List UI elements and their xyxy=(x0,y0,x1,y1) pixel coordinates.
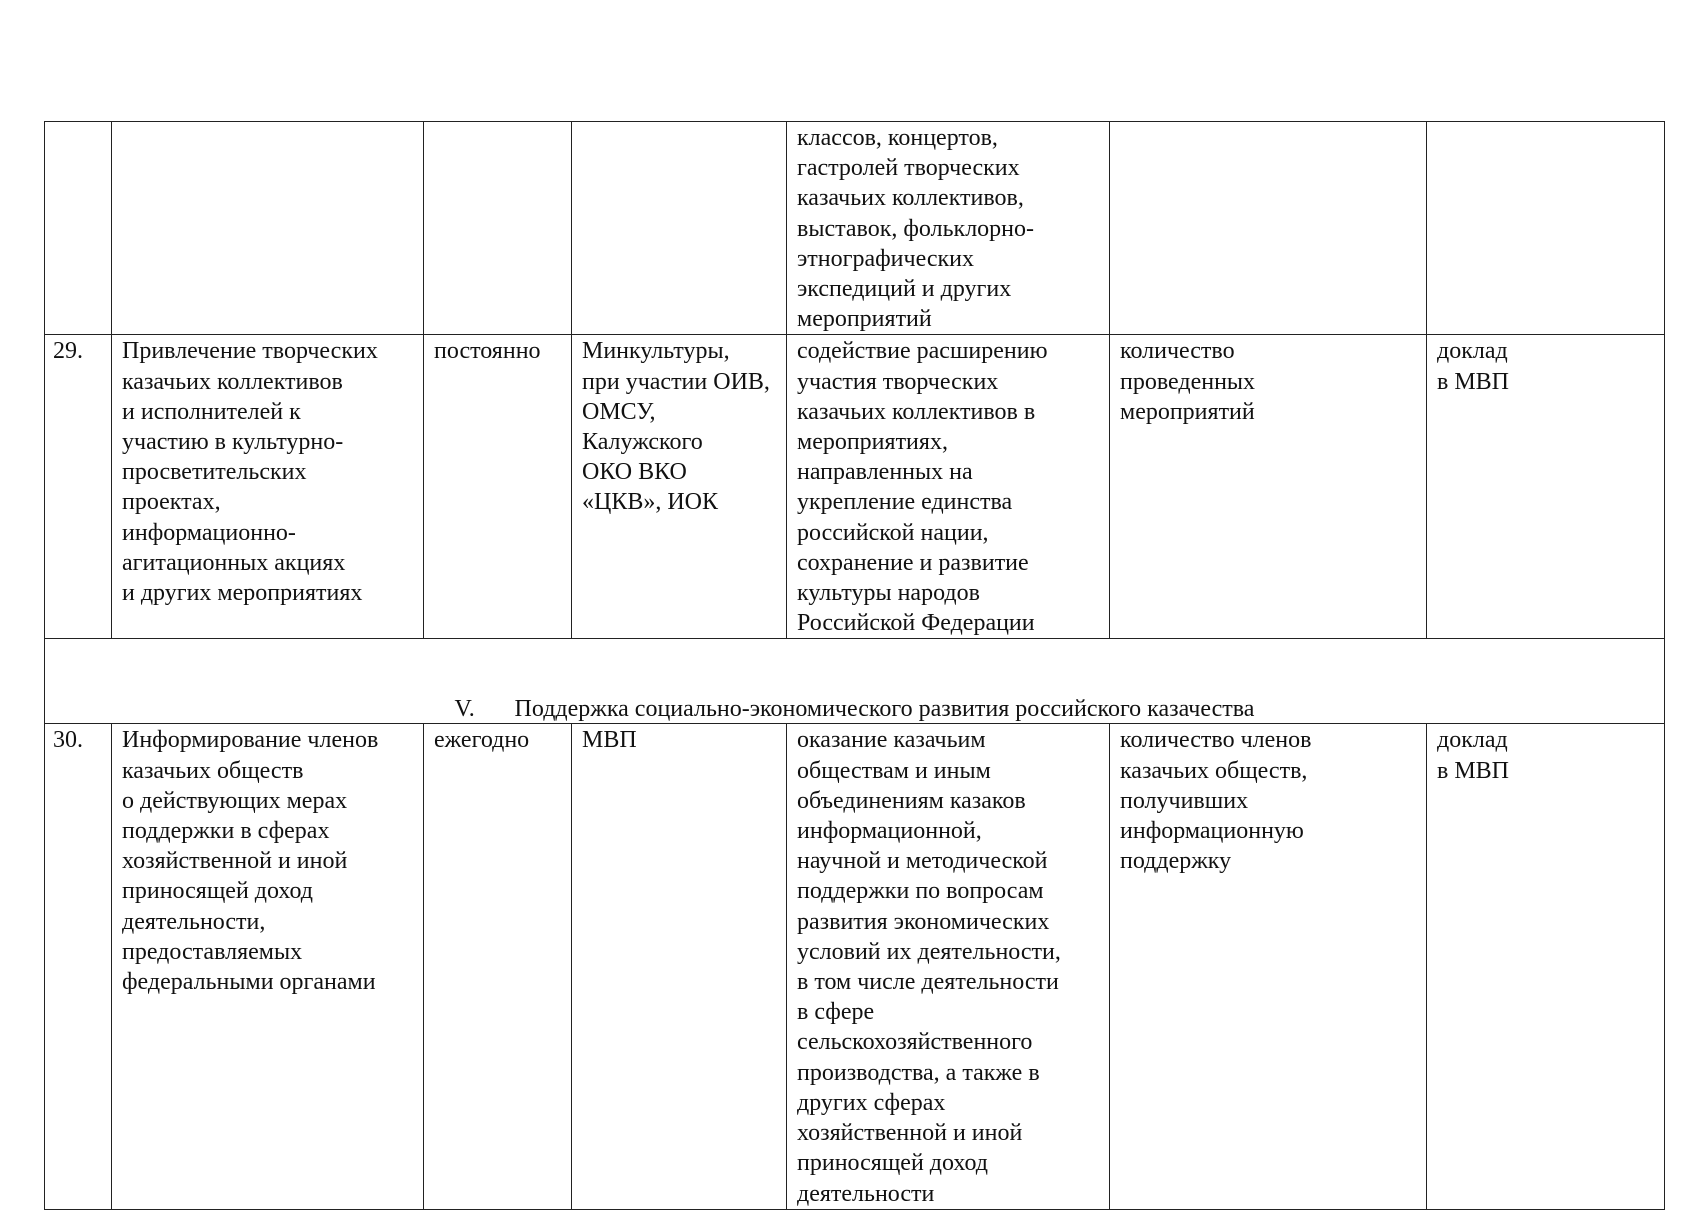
report-cell: доклад в МВП xyxy=(1427,335,1665,639)
section-heading-row xyxy=(45,639,1665,724)
indicator-cell xyxy=(1110,122,1427,335)
term-cell: постоянно xyxy=(424,335,572,639)
row-number-cell: 29. xyxy=(45,335,112,639)
report-cell: доклад в МВП xyxy=(1427,724,1665,1209)
indicator-cell: количество проведенных мероприятий xyxy=(1110,335,1427,639)
executor-cell xyxy=(572,122,787,335)
table-row-30 xyxy=(45,724,1665,1209)
result-cell: оказание казачьим обществам и иным объединениям казаков информационной, научной и методической поддержки по вопросам развития экономических условий их деятельности, в том числе деятельности в сфере сельскохозяйственного производства, а также в других сферах хозяйственной и иной приносящей доход деятельности xyxy=(787,724,1110,1209)
measure-name-cell: Информирование членов казачьих обществ о действующих мерах поддержки в сферах хозяйственной и иной приносящей доход деятельности, предоставляемых федеральными органами xyxy=(112,724,424,1209)
measures-table xyxy=(44,121,1665,1210)
indicator-cell: количество членов казачьих обществ, получивших информационную поддержку xyxy=(1110,724,1427,1209)
result-cell: содействие расширению участия творческих казачьих коллективов в мероприятиях, направленных на укрепление единства российской нации, сохранение и развитие культуры народов Российской Федерации xyxy=(787,335,1110,639)
executor-cell: МВП xyxy=(572,724,787,1209)
section-title: Поддержка социально-экономического развития российского казачества xyxy=(514,696,1255,723)
term-cell xyxy=(424,122,572,335)
term-cell: ежегодно xyxy=(424,724,572,1209)
section-number: V. xyxy=(454,696,475,723)
result-cell: классов, концертов, гастролей творческих казачьих коллективов, выставок, фольклорно- этнографических экспедиций и других мероприятий xyxy=(787,122,1110,335)
row-number-cell: 30. xyxy=(45,724,112,1209)
report-cell xyxy=(1427,122,1665,335)
section-heading-cell xyxy=(45,639,1665,724)
section-heading xyxy=(455,667,1255,723)
table-row-29 xyxy=(45,335,1665,639)
row-number-cell xyxy=(45,122,112,335)
table-row-continuation xyxy=(45,122,1665,335)
measure-name-cell: Привлечение творческих казачьих коллективов и исполнителей к участию в культурно- просветительских проектах, информационно- агитационных акциях и других мероприятиях xyxy=(112,335,424,639)
measure-name-cell xyxy=(112,122,424,335)
executor-cell: Минкультуры, при участии ОИВ, ОМСУ, Калужского ОКО ВКО «ЦКВ», ИОК xyxy=(572,335,787,639)
